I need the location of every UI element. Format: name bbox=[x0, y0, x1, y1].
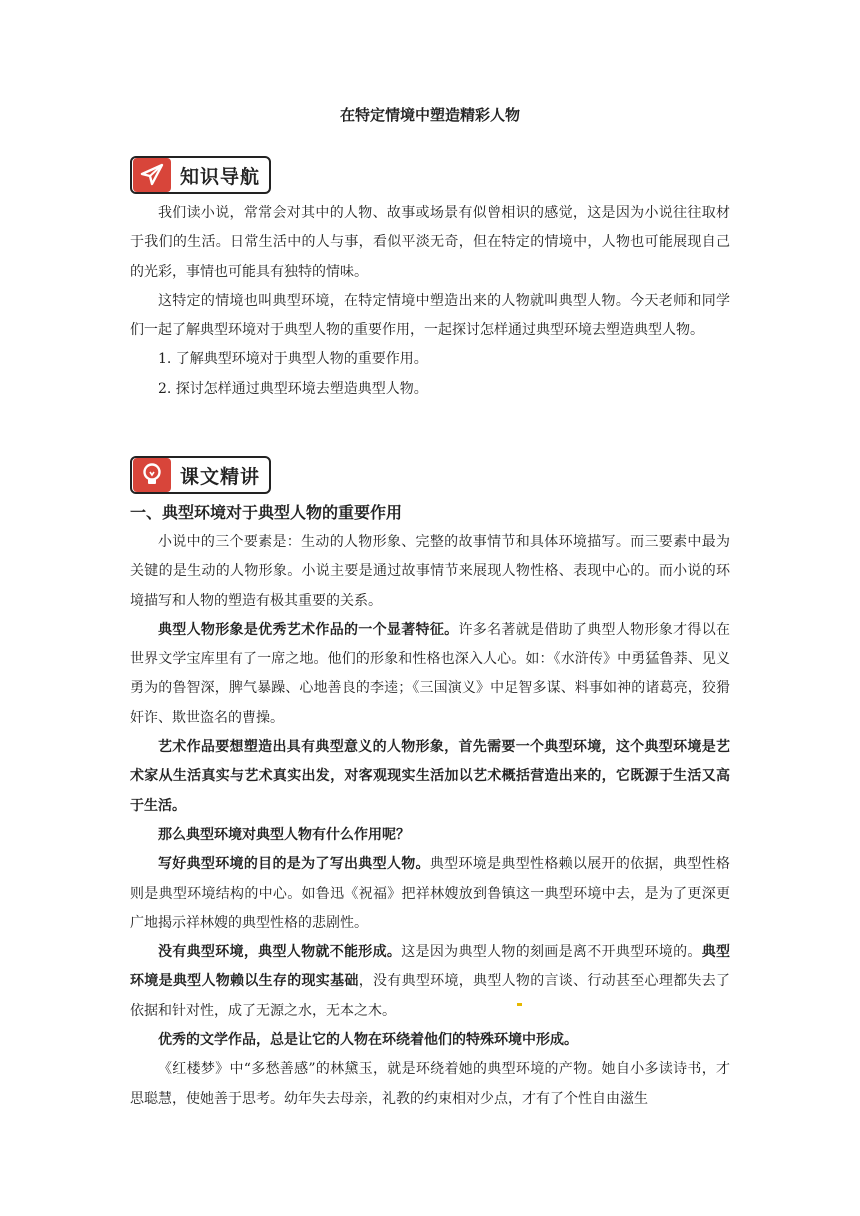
objective-item: 1. 了解典型环境对于典型人物的重要作用。 bbox=[158, 351, 428, 368]
body-paragraph: 小说中的三个要素是：生动的人物形象、完整的故事情节和具体环境描写。而三要素中最为关键的是生动的人物形象。小说主要是通过故事情节来展现人物性格、表现中心的。而小说的环境描写和人物的塑造有极其重要的关系。 bbox=[130, 534, 730, 609]
intro-section bbox=[130, 199, 730, 404]
page-title: 在特定情境中塑造精彩人物 bbox=[339, 106, 520, 124]
section-heading: 一、典型环境对于典型人物的重要作用 bbox=[130, 503, 403, 522]
highlight-mark bbox=[517, 1003, 522, 1006]
intro-paragraph: 我们读小说，常常会对其中的人物、故事或场景有似曾相识的感觉，这是因为小说往往取材于我们的生活。日常生活中的人与事，看似平淡无奇，但在特定的情境中，人物也可能展现自己的光彩，事情也可能具有独特的情味。 bbox=[130, 205, 730, 280]
body-paragraph bbox=[130, 850, 730, 938]
badge-label: 课文精讲 bbox=[179, 465, 260, 488]
paper-plane-icon bbox=[133, 158, 171, 192]
body-section bbox=[130, 528, 730, 1114]
body-paragraph bbox=[130, 1026, 730, 1055]
bold-question: 那么典型环境对典型人物有什么作用呢？ bbox=[158, 826, 410, 843]
bold-statement: 优秀的文学作品，总是让它的人物在环绕着他们的特殊环境中形成。 bbox=[158, 1032, 578, 1049]
paragraph-text: 典型环境是典型性格赖以展开的依据，典型性格则是典型环境结构的中心。如鲁迅《祝福》把祥林嫂放到鲁镇这一典型环境中去，是为了更深更广地揭示祥林嫂的典型性格的悲剧性。 bbox=[130, 856, 731, 931]
body-paragraph bbox=[130, 616, 730, 733]
section-badge-lecture bbox=[130, 456, 271, 494]
paragraph-text: ，没有典型环境，典型人物的言谈、行动甚至心理都失去了依据和针对性，成了无源之水，无本之木。 bbox=[130, 973, 731, 1019]
bold-statement: 写好典型环境的目的是为了写出典型人物。 bbox=[158, 856, 430, 873]
body-paragraph: 《红楼梦》中“多愁善感”的林黛玉，就是环绕着她的典型环境的产物。她自小多读诗书，才思聪慧，使她善于思考。幼年失去母亲，礼教的约束相对少点，才有了个性自由滋生 bbox=[130, 1061, 730, 1107]
badge-label: 知识导航 bbox=[179, 165, 260, 188]
body-paragraph bbox=[130, 821, 730, 850]
bold-statement: 没有典型环境，典型人物就不能形成。 bbox=[158, 944, 402, 961]
objective-item: 2. 探讨怎样通过典型环境去塑造典型人物。 bbox=[158, 380, 428, 397]
bold-statement: 典型人物形象是优秀艺术作品的一个显著特征。 bbox=[158, 621, 459, 638]
section-badge-knowledge-nav bbox=[130, 156, 271, 194]
body-paragraph bbox=[130, 733, 730, 821]
bold-statement: 典型环境是典型人物赖以生存的现实基础 bbox=[130, 944, 731, 990]
bold-statement: 艺术作品要想塑造出具有典型意义的人物形象，首先需要一个典型环境，这个典型环境是艺术家从生活真实与艺术真实出发，对客观现实生活加以艺术概括营造出来的，它既源于生活又高于生活。 bbox=[130, 739, 730, 814]
lightbulb-icon bbox=[133, 458, 171, 492]
intro-paragraph: 这特定的情境也叫典型环境，在特定情境中塑造出来的人物就叫典型人物。今天老师和同学们一起了解典型环境对于典型人物的重要作用，一起探讨怎样通过典型环境去塑造典型人物。 bbox=[130, 292, 730, 339]
paragraph-text: 许多名著就是借助了典型人物形象才得以在世界文学宝库里有了一席之地。他们的形象和性格也深入人心。如：《水浒传》中勇猛鲁莽、见义勇为的鲁智深，脾气暴躁、心地善良的李逵；《三国演义》中足智多谋、料事如神的诸葛亮，狡猾奸诈、欺世盗名的曹操。 bbox=[130, 621, 731, 726]
paragraph-text: 这是因为典型人物的刻画是离不开典型环境的。 bbox=[401, 944, 702, 961]
body-paragraph bbox=[130, 938, 730, 1026]
